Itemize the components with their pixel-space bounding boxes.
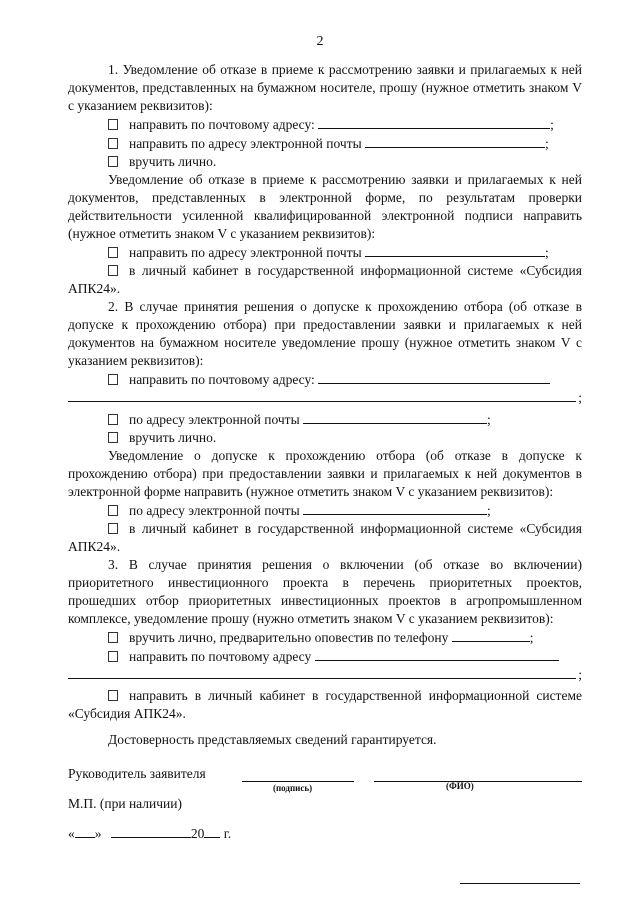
postal-address-continuation-field[interactable] xyxy=(68,666,582,682)
email-field[interactable] xyxy=(365,243,545,257)
checkbox-icon[interactable] xyxy=(108,690,118,701)
checkbox-icon[interactable] xyxy=(108,632,118,643)
date-line xyxy=(68,825,231,842)
option-label: направить в личный кабинет в государственной информационной системе «Субсидия АПК24». xyxy=(68,688,582,721)
option-label: по адресу электронной почты xyxy=(129,412,300,427)
semicolon: ; xyxy=(545,136,549,151)
section1-intro: 1. Уведомление об отказе в приеме к рассмотрению заявки и прилагаемых к ней документов, представленных на бумажном носителе, прошу (нужное отметить знаком V с указанием реквизитов): xyxy=(68,62,582,113)
quote-close: » xyxy=(94,826,102,841)
checkbox-icon[interactable] xyxy=(108,156,118,167)
option-label: направить по почтовому адресу xyxy=(129,649,312,664)
semicolon: ; xyxy=(545,245,549,260)
section3-intro: 3. В случае принятия решения о включении (об отказе во включении) приоритетного инвестиционного проекта в перечень приоритетных проектов, прошедших отбор приоритетных инвестиционных проектов в агропромышленном комплексе, уведомление прошу (нужно отметить знаком V с указанием реквизитов): xyxy=(68,557,582,626)
option-label: направить по адресу электронной почты xyxy=(129,245,362,260)
postal-address-field[interactable] xyxy=(318,115,550,129)
section1-intro2: Уведомление об отказе в приеме к рассмотрению заявки и прилагаемых к ней документов, представленных в электронной форме, по результатам проверки действительности усиленной квалифицированной электронной подписи направить (нужное отметить знаком V с указанием реквизитов): xyxy=(68,172,582,241)
semicolon: ; xyxy=(529,630,534,645)
signature-caption: (подпись) xyxy=(273,783,313,793)
option-row xyxy=(68,115,582,134)
option-row xyxy=(68,262,582,298)
checkbox-icon[interactable] xyxy=(108,119,118,130)
checkbox-icon[interactable] xyxy=(108,523,118,534)
option-label: вручить лично. xyxy=(129,430,217,445)
option-row xyxy=(68,243,582,262)
option-row xyxy=(68,134,582,153)
option-row xyxy=(68,647,582,666)
checkbox-icon[interactable] xyxy=(108,505,118,516)
section2-intro2: Уведомление о допуске к прохождению отбора (об отказе в допуске к прохождению отбора) при предоставлении заявки и прилагаемых к ней документов в электронной форме направить (нужное отметить знаком V с указанием реквизитов): xyxy=(68,448,582,499)
option-label: направить по почтовому адресу: xyxy=(129,372,315,387)
spacer xyxy=(68,723,582,731)
option-label: направить по адресу электронной почты xyxy=(129,136,362,151)
year-field[interactable] xyxy=(204,825,220,838)
signature-label: Руководитель заявителя xyxy=(68,766,206,781)
checkbox-icon[interactable] xyxy=(108,247,118,258)
semicolon: ; xyxy=(487,412,491,427)
option-row xyxy=(68,687,582,723)
signature-field[interactable] xyxy=(242,781,354,782)
option-row xyxy=(68,370,582,389)
spacer xyxy=(68,679,582,687)
semicolon: ; xyxy=(550,117,554,132)
email-field[interactable] xyxy=(365,134,545,148)
option-label: в личный кабинет в государственной информационной системе «Субсидия АПК24». xyxy=(68,263,582,296)
page-number: 2 xyxy=(316,34,324,49)
checkbox-icon[interactable] xyxy=(108,374,118,385)
checkbox-icon[interactable] xyxy=(108,414,118,425)
option-label: вручить лично. xyxy=(129,154,217,169)
year-prefix: 20 xyxy=(190,826,205,841)
semicolon: ; xyxy=(578,667,582,682)
option-label: по адресу электронной почты xyxy=(129,503,300,518)
option-label: направить по почтовому адресу: xyxy=(129,117,315,132)
option-label: в личный кабинет в государственной информационной системе «Субсидия АПК24». xyxy=(68,521,582,554)
semicolon: ; xyxy=(487,503,491,518)
checkbox-icon[interactable] xyxy=(108,651,118,662)
option-row xyxy=(68,628,582,647)
spacer xyxy=(68,402,582,410)
year-suffix: г. xyxy=(223,826,232,841)
postal-address-field[interactable] xyxy=(318,370,550,384)
option-row xyxy=(68,520,582,556)
document-body xyxy=(68,61,582,749)
full-name-field[interactable] xyxy=(374,781,582,782)
email-field[interactable] xyxy=(303,501,487,515)
phone-field[interactable] xyxy=(452,628,530,642)
option-row xyxy=(68,410,582,429)
email-field[interactable] xyxy=(303,410,487,424)
option-row xyxy=(68,501,582,520)
day-field[interactable] xyxy=(75,825,95,838)
option-row xyxy=(68,429,582,447)
footer-rule xyxy=(460,883,580,884)
section2-intro: 2. В случае принятия решения о допуске к прохождению отбора (об отказе в допуске к прохождению отбора) при предоставлении заявки и прилагаемых к ней документов на бумажном носителе уведомление прошу (нужное отметить знаком V с указанием реквизитов): xyxy=(68,299,582,368)
month-field[interactable] xyxy=(111,825,191,838)
semicolon: ; xyxy=(578,390,582,405)
guarantee-text: Достоверность представляемых сведений гарантируется. xyxy=(108,732,437,747)
full-name-caption: (ФИО) xyxy=(446,781,474,791)
stamp-place-label: М.П. (при наличии) xyxy=(68,796,182,811)
option-label: вручить лично, предварительно оповестив по телефону xyxy=(129,630,449,645)
postal-address-continuation-field[interactable] xyxy=(68,389,582,405)
checkbox-icon[interactable] xyxy=(108,265,118,276)
postal-address-field[interactable] xyxy=(315,647,559,661)
quote-open: « xyxy=(68,826,75,841)
checkbox-icon[interactable] xyxy=(108,432,118,443)
option-row xyxy=(68,153,582,171)
checkbox-icon[interactable] xyxy=(108,138,118,149)
